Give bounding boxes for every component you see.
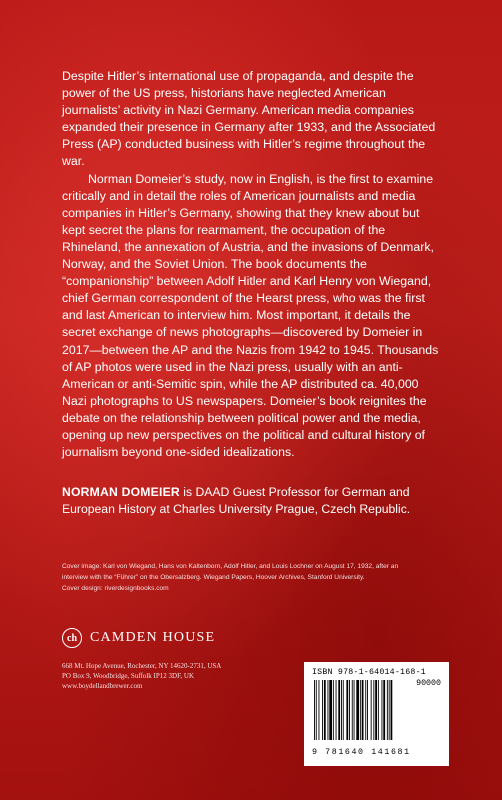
barcode-bar	[352, 680, 353, 740]
barcode-bar	[316, 680, 317, 740]
publisher-name: CAMDEN HOUSE	[90, 630, 216, 645]
barcode-icon	[312, 680, 422, 746]
address-line-2: PO Box 9, Woodbridge, Suffolk IP12 3DF, UK	[62, 672, 195, 680]
publisher-logo-icon: ch	[62, 628, 82, 648]
blurb-paragraph-2: Norman Domeier’s study, now in English, is the first to examine critically and in detail the roles of American journalists and media companies in Hitler’s Germany, showing that they knew about but kept secret the plans for rearmament, the occupation of the Rhineland, the annexation of Austria, and the invasions of Denmark, Norway, and the Soviet Union. The book documents the “companionship” between Adolf Hitler and Karl Henry von Wiegand, chief German correspondent of the Hearst press, who was the first and last American to interview him. Most important, it details the secret exchange of news photographs—discovered by Domeier in 2017—between the AP and the Nazis from 1942 to 1945. Thousands of AP photos were used in the Nazi press, usually with an anti-American or anti-Semitic spin, while the AP distributed ca. 40,000 Nazi photographs to US newspapers. Domeier’s book reignites the debate on the relationship between political power and the media, opening up new perspectives on the political and cultural history of journalism beyond one-sided idealizations.	[62, 171, 439, 460]
publisher-address	[62, 661, 302, 691]
cover-credits	[62, 562, 412, 594]
barcode-bar	[319, 680, 320, 740]
barcode-bar	[349, 680, 350, 740]
author-name: NORMAN DOMEIER	[62, 485, 180, 499]
barcode-bar	[365, 680, 366, 740]
barcode-bar	[329, 680, 332, 740]
cover-design-credit: Cover design: riverdesignbooks.com	[62, 584, 169, 592]
barcode-bar	[343, 680, 344, 740]
price-code: 90000	[416, 679, 441, 688]
isbn-digits: 9 781640 141681	[312, 748, 441, 757]
barcode-bar	[367, 680, 368, 740]
barcode-bar	[362, 680, 364, 740]
isbn-barcode	[304, 662, 449, 766]
cover-image-credit: Cover image: Karl von Wiegand, Hans von Kaltenborn, Adolf Hitler, and Louis Lochner on August 17, 1932, after an interview with the “Führer” on the Obersalzberg. Wiegand Papers, Hoover Archives, Stanford University.	[62, 563, 399, 581]
barcode-bar	[382, 680, 383, 740]
barcode-bar	[360, 680, 361, 740]
blurb-paragraph-1: Despite Hitler’s international use of propaganda, and despite the power of the US press, historians have neglected American journalists’ activity in Nazi Germany. American media companies expanded their presence in Germany after 1933, and the Associated Press (AP) conducted business with Hitler’s regime throughout the war.	[62, 69, 436, 169]
barcode-bar	[378, 680, 379, 740]
barcode-bar	[314, 680, 315, 740]
publisher-website: www.boydellandbrewer.com	[62, 682, 143, 690]
barcode-bar	[328, 680, 329, 740]
barcode-bar	[336, 680, 337, 740]
author-bio	[62, 484, 444, 518]
barcode-bar	[333, 680, 334, 740]
barcode-bar	[324, 680, 326, 740]
barcode-bar	[346, 680, 348, 740]
barcode-bar	[322, 680, 323, 740]
address-line-1: 668 Mt. Hope Avenue, Rochester, NY 14620-2731, USA	[62, 662, 222, 670]
barcode-bar	[389, 680, 390, 740]
isbn-label: ISBN 978-1-64014-168-1	[312, 668, 426, 677]
barcode-bar	[387, 680, 388, 740]
barcode-bar	[383, 680, 385, 740]
barcode-bar	[341, 680, 342, 740]
book-blurb	[62, 68, 444, 461]
author-bio-text: is DAAD Guest Professor for German and European History at Charles University Prague, Czech Republic.	[62, 485, 411, 517]
barcode-area	[312, 679, 441, 757]
barcode-bar	[371, 680, 372, 740]
barcode-bar	[375, 680, 377, 740]
barcode-bar	[356, 680, 359, 740]
barcode-bar	[391, 680, 393, 740]
barcode-bar	[354, 680, 355, 740]
publisher-imprint	[62, 626, 215, 650]
barcode-bar	[338, 680, 340, 740]
barcode-bar	[373, 680, 374, 740]
